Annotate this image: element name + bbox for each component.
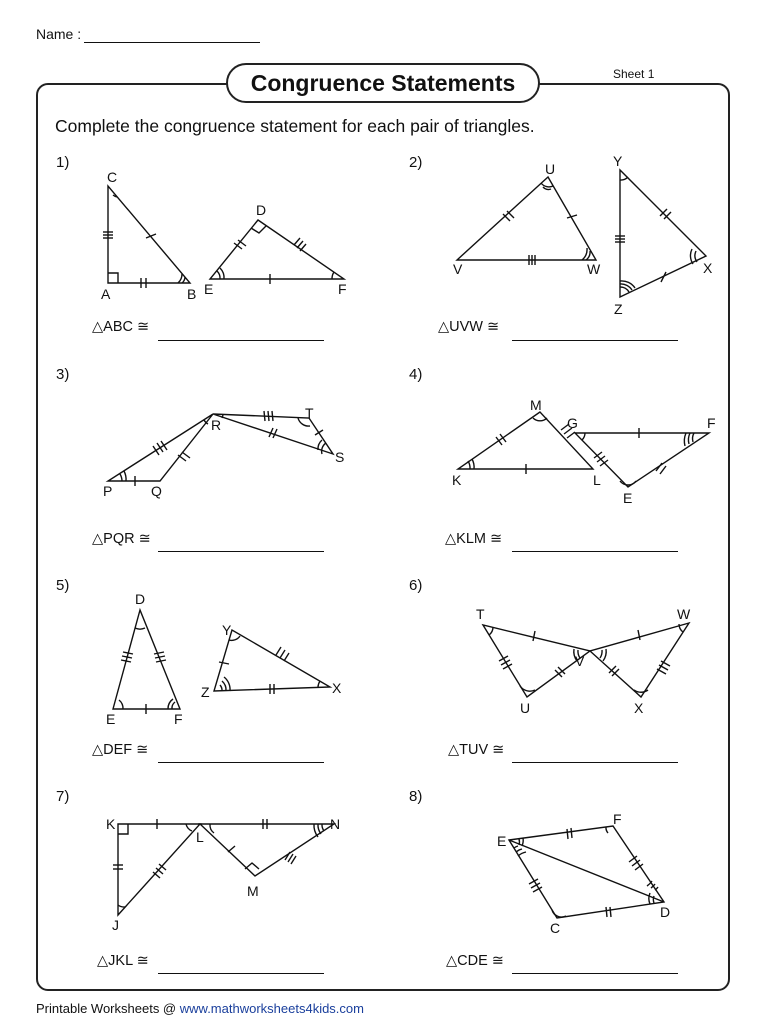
triangle-lmn: [200, 819, 334, 876]
vertex-label: V: [575, 653, 585, 669]
vertex-label: T: [476, 606, 485, 622]
footer-prefix: Printable Worksheets @: [36, 1001, 180, 1016]
congruence-statement: △CDE ≅: [446, 953, 504, 969]
vertex-label: W: [677, 606, 691, 622]
vertex-label: T: [305, 405, 314, 421]
triangle-uvw: [457, 177, 596, 265]
congruence-statement: △UVW ≅: [438, 319, 500, 335]
triangle-def-5: [113, 610, 180, 714]
problem-number: 3): [56, 366, 70, 383]
vertex-label: P: [103, 483, 113, 499]
vertex-label: M: [247, 883, 259, 899]
vertex-label: X: [332, 680, 342, 696]
vertex-label: Y: [222, 622, 232, 638]
vertex-label: F: [707, 415, 716, 431]
vertex-label: X: [634, 700, 644, 716]
quadrilateral-cdef: [509, 826, 664, 918]
problem-number: 1): [56, 154, 70, 171]
problem-number: 8): [409, 788, 423, 805]
congruence-statement: △JKL ≅: [97, 953, 149, 969]
triangle-jkl: [113, 819, 200, 915]
triangle-def: [210, 220, 344, 284]
vertex-label: Z: [614, 301, 623, 317]
congruence-statement: △PQR ≅: [92, 531, 151, 547]
problem-number: 6): [409, 577, 423, 594]
vertex-label: E: [623, 490, 633, 506]
vertex-label: K: [106, 816, 116, 832]
vertex-label: M: [530, 397, 542, 413]
vertex-label: D: [135, 591, 146, 607]
vertex-label: Y: [613, 153, 623, 169]
congruence-statement: △ABC ≅: [92, 319, 150, 335]
triangle-xyz-5: [214, 630, 330, 694]
vertex-label: W: [587, 261, 601, 277]
vertex-label: R: [211, 417, 222, 433]
triangle-wxv: [590, 623, 689, 697]
footer: [36, 1001, 364, 1016]
vertex-label: C: [107, 169, 118, 185]
vertex-label: Q: [151, 483, 162, 499]
vertex-label: Z: [201, 684, 210, 700]
vertex-label: U: [545, 161, 556, 177]
problem-number: 2): [409, 154, 423, 171]
congruence-statement: △TUV ≅: [448, 742, 505, 758]
vertex-label: F: [174, 711, 183, 727]
vertex-label: D: [660, 904, 671, 920]
vertex-label: F: [338, 281, 347, 297]
vertex-label: A: [101, 286, 111, 302]
vertex-label: C: [550, 920, 561, 936]
vertex-label: V: [453, 261, 463, 277]
vertex-label: X: [703, 260, 713, 276]
instructions: Complete the congruence statement for each pair of triangles.: [55, 116, 535, 136]
vertex-label: B: [187, 286, 197, 302]
vertex-label: S: [335, 449, 345, 465]
vertex-label: E: [106, 711, 116, 727]
worksheet-title: Congruence Statements: [226, 63, 540, 103]
sheet-label: Sheet 1: [613, 67, 655, 81]
triangle-pqr: [108, 414, 213, 486]
problem-number: 7): [56, 788, 70, 805]
vertex-label: E: [497, 833, 507, 849]
vertex-label: K: [452, 472, 462, 488]
vertex-label: F: [613, 811, 622, 827]
vertex-label: L: [593, 472, 601, 488]
triangle-tuv: [483, 625, 590, 697]
vertex-label: U: [520, 700, 531, 716]
name-label: Name :: [36, 26, 82, 42]
triangle-rst: [213, 411, 333, 454]
vertex-label: D: [256, 202, 267, 218]
triangle-abc: [103, 186, 190, 288]
footer-link[interactable]: www.mathworksheets4kids.com: [179, 1001, 364, 1016]
vertex-label: L: [196, 829, 204, 845]
congruence-statement: △DEF ≅: [92, 742, 149, 758]
triangle-xyz: [615, 170, 706, 297]
vertex-label: E: [204, 281, 214, 297]
vertex-label: N: [330, 816, 341, 832]
problem-number: 5): [56, 577, 70, 594]
vertex-label: G: [567, 415, 578, 431]
problem-number: 4): [409, 366, 423, 383]
congruence-statement: △KLM ≅: [445, 531, 503, 547]
vertex-label: J: [112, 917, 119, 933]
